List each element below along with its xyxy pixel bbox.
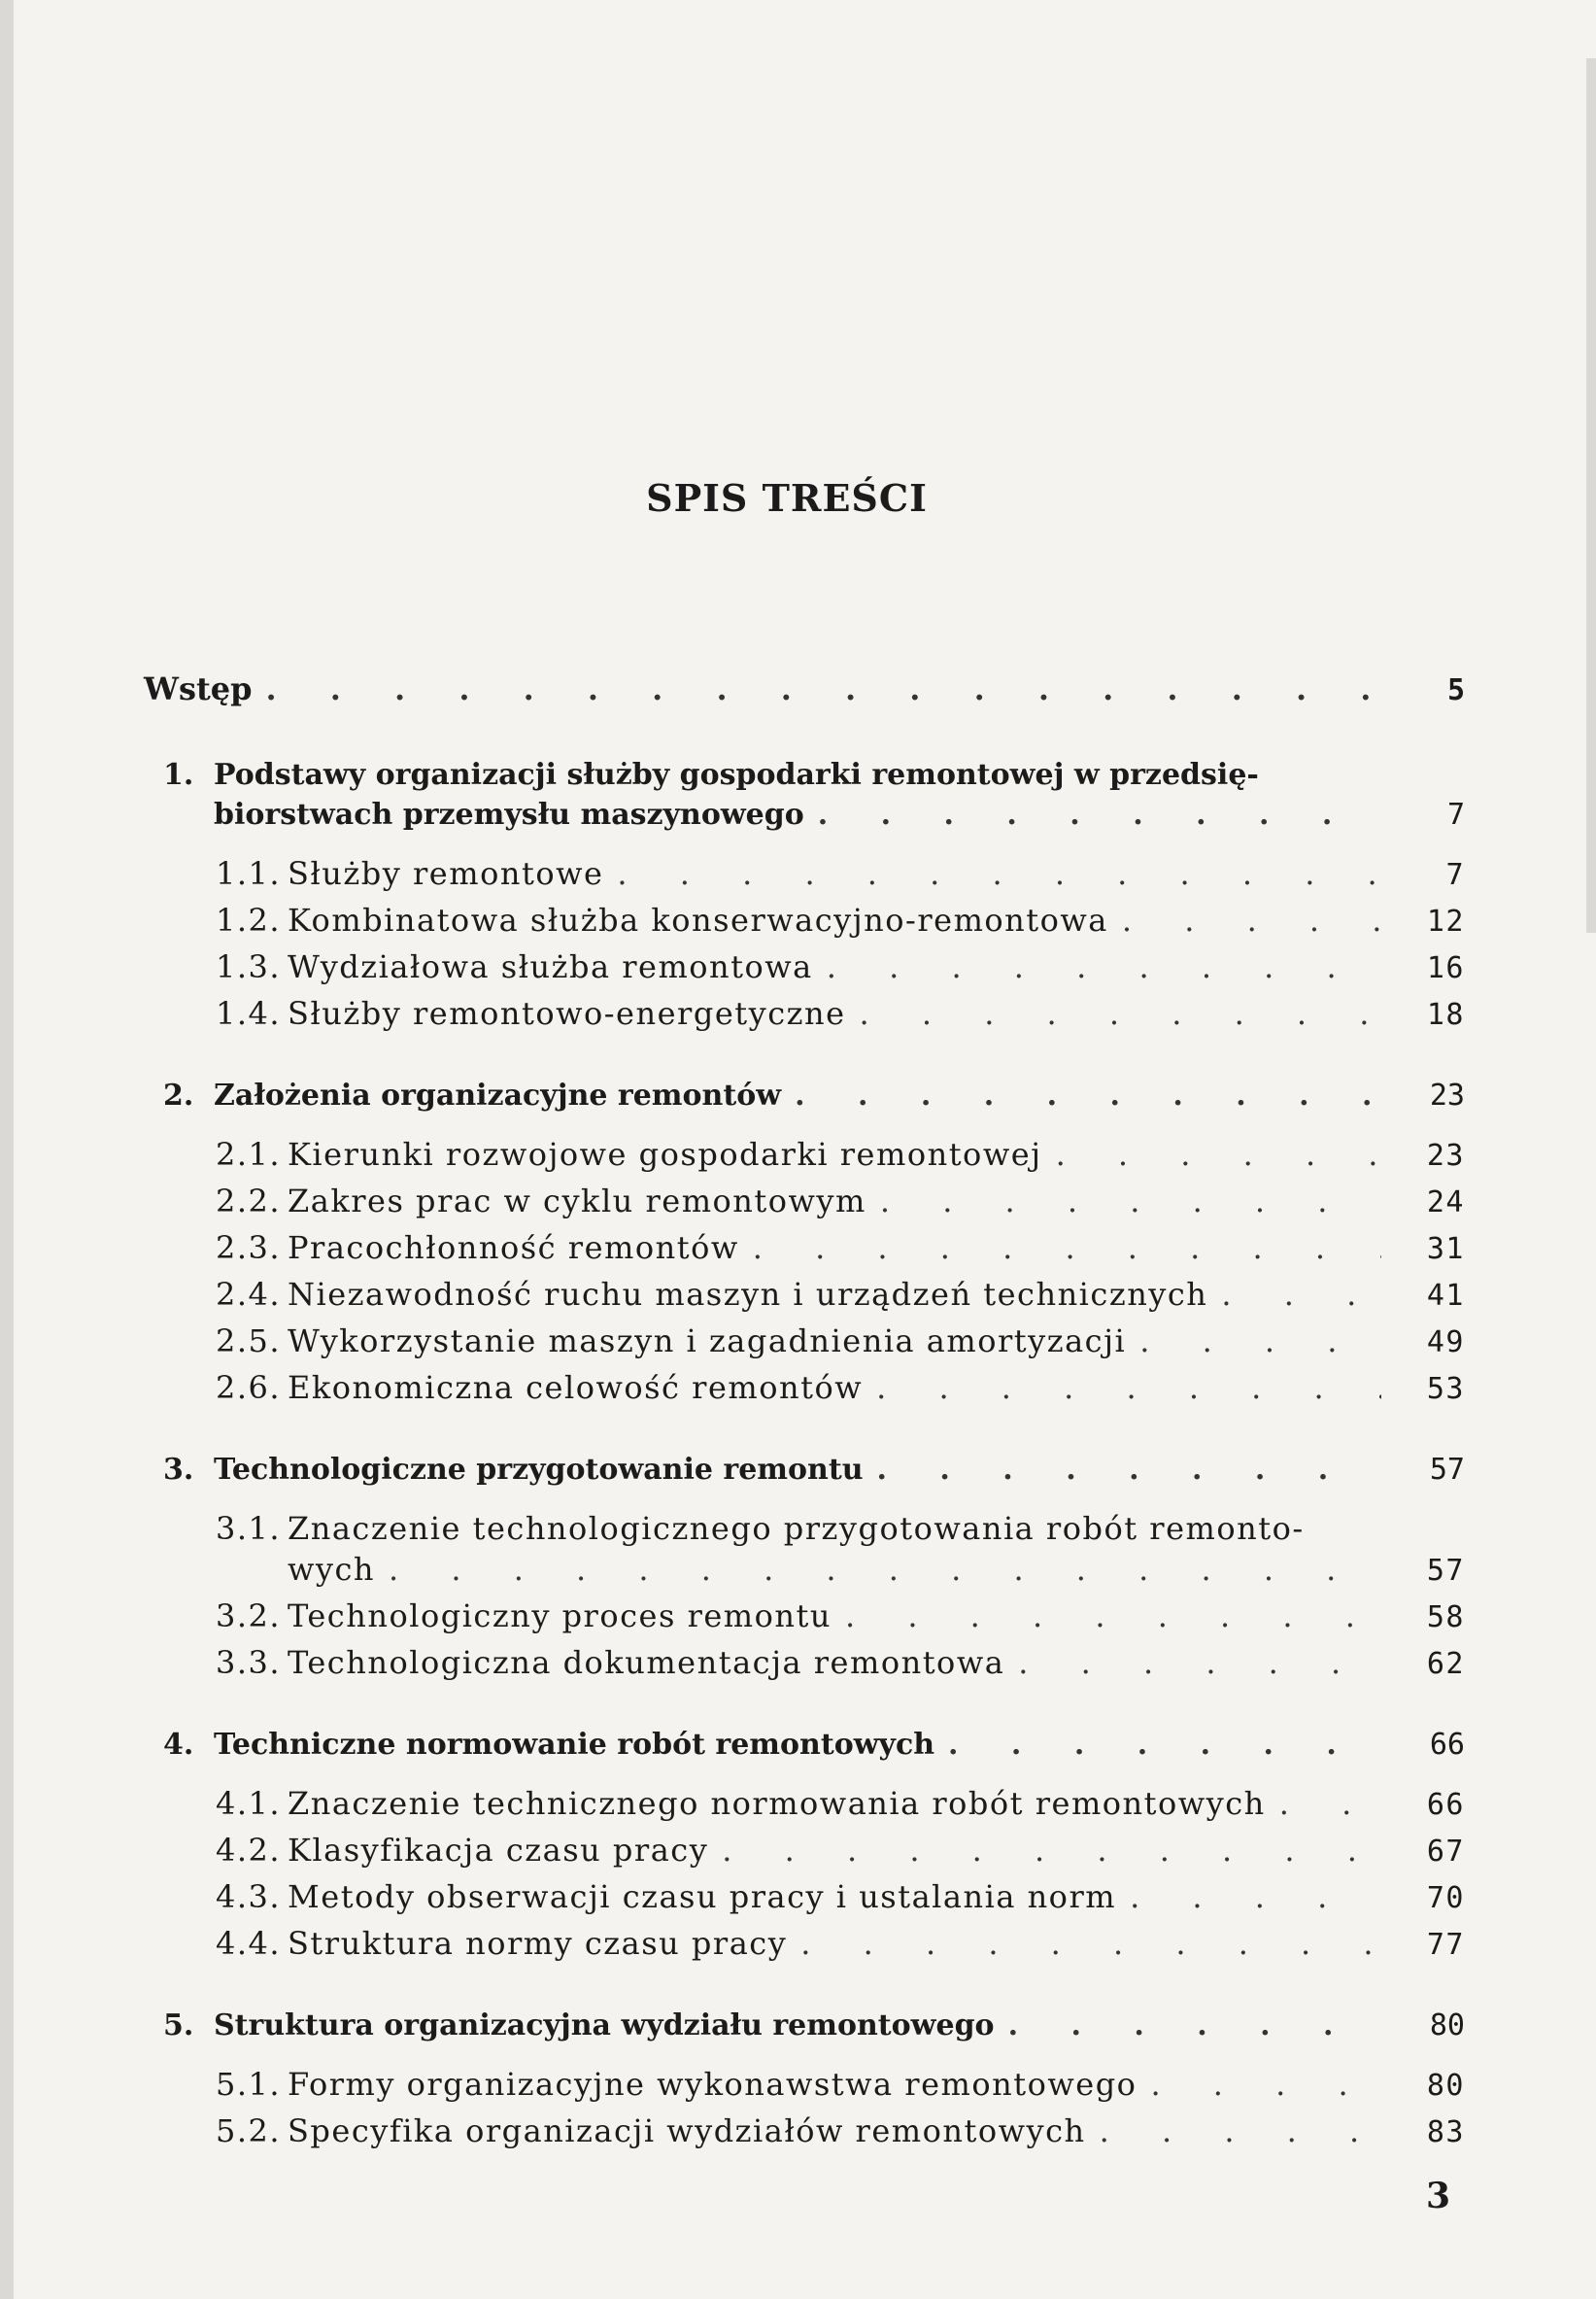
chapter-title-line-2: biorstwach przemysłu maszynowego [214,798,804,832]
leader-dots [753,1229,1381,1266]
toc-page-number: 83 [1426,2115,1465,2149]
toc-page-number: 16 [1426,951,1465,985]
leader-dots [265,670,1381,707]
scan-edge-shadow-right [1586,58,1596,933]
leader-dots [1221,1276,1381,1313]
section-number: 2.2. [216,1183,282,1219]
leader-dots [617,855,1381,892]
leader-dots [722,1832,1381,1869]
section-title: Technologiczna dokumentacja remontowa [288,1644,1005,1681]
toc-page-number: 23 [1429,1079,1465,1113]
section-title: Znaczenie technicznego normowania robót remontowych [288,1785,1266,1822]
chapter-number: 3. [163,1453,194,1487]
chapter-number: 5. [163,2008,194,2042]
section-title: Struktura normy czasu pracy [288,1925,788,1962]
page-number-folio: 3 [1425,2176,1450,2216]
toc-page-number: 18 [1426,998,1465,1032]
leader-dots [1130,1878,1381,1915]
chapter-title: Techniczne normowanie robót remontowych [214,1728,935,1762]
toc-section-2-5[interactable] [216,1322,1465,1359]
section-title: Niezawodność ruchu maszyn i urządzeń technicznych [288,1276,1208,1313]
toc-section-5-2[interactable] [216,2112,1465,2149]
section-number: 2.6. [216,1369,282,1406]
section-title: Służby remontowe [288,855,604,892]
chapter-title: Założenia organizacyjne remontów [214,1079,782,1113]
toc-section-5-1[interactable] [216,2066,1465,2103]
section-title-line-2: wych [288,1551,375,1588]
leader-dots [1056,1136,1381,1173]
leader-dots [1279,1785,1381,1822]
leader-dots [1018,1644,1381,1681]
toc-page-number: 24 [1426,1185,1465,1219]
toc-page-number: 12 [1426,905,1465,939]
leader-dots [948,1728,1381,1762]
leader-dots [845,1597,1381,1634]
chapter-title: Technologiczne przygotowanie remontu [214,1453,864,1487]
leader-dots [1150,2066,1381,2103]
toc-section-1-2[interactable] [216,902,1465,939]
section-number: 4.4. [216,1925,282,1962]
toc-section-2-4[interactable] [216,1276,1465,1313]
leader-dots [1008,2008,1381,2042]
section-number: 2.4. [216,1276,282,1313]
section-title-line-1: Znaczenie technologicznego przygotowania robót remonto- [288,1510,1305,1547]
toc-section-4-3[interactable] [216,1878,1465,1915]
section-title: Technologiczny proces remontu [288,1597,832,1634]
toc-chapter-1-continued[interactable] [214,798,1465,832]
toc-section-4-1[interactable] [216,1785,1465,1822]
toc-page-number: 31 [1426,1232,1465,1266]
section-number: 3.2. [216,1597,282,1634]
leader-dots [1139,1322,1381,1359]
section-number: 3.3. [216,1644,282,1681]
section-number: 1.4. [216,995,282,1032]
toc-page-number: 67 [1426,1835,1465,1869]
section-title: Zakres prac w cyklu remontowym [288,1183,866,1219]
toc-section-2-3[interactable] [216,1229,1465,1266]
toc-chapter-5[interactable] [163,2008,1465,2042]
toc-section-1-4[interactable] [216,995,1465,1032]
toc-section-3-1[interactable] [216,1510,1465,1547]
section-title: Formy organizacyjne wykonawstwa remontowego [288,2066,1138,2103]
toc-chapter-2[interactable] [163,1079,1465,1113]
leader-dots [880,1183,1381,1219]
section-number: 5.1. [216,2066,282,2103]
toc-page-number: 77 [1426,1928,1465,1962]
toc-page-number: 5 [1446,673,1465,707]
section-title: Służby remontowo-energetyczne [288,995,846,1032]
section-number: 2.3. [216,1229,282,1266]
toc-page-number: 66 [1426,1788,1465,1822]
toc-chapter-4[interactable] [163,1728,1465,1762]
leader-dots [827,948,1381,985]
toc-section-3-1-continued[interactable] [288,1551,1465,1588]
toc-chapter-1[interactable] [163,758,1465,792]
toc-page-number: 80 [1429,2008,1465,2042]
toc-section-1-3[interactable] [216,948,1465,985]
section-number: 1.3. [216,948,282,985]
toc-page-number: 57 [1429,1453,1465,1487]
leader-dots [795,1079,1381,1113]
section-number: 4.3. [216,1878,282,1915]
toc-section-4-2[interactable] [216,1832,1465,1869]
leader-dots [877,1453,1381,1487]
toc-label: Wstęp [144,670,253,707]
scan-edge-shadow [0,0,14,2299]
toc-page-number: 58 [1426,1600,1465,1634]
toc-page-number: 80 [1426,2069,1465,2103]
section-number: 4.1. [216,1785,282,1822]
chapter-number: 1. [163,758,194,792]
leader-dots [389,1551,1381,1588]
section-number: 4.2. [216,1832,282,1869]
toc-section-2-1[interactable] [216,1136,1465,1173]
toc-page-number: 57 [1426,1554,1465,1588]
toc-chapter-3[interactable] [163,1453,1465,1487]
toc-page-number: 70 [1426,1881,1465,1915]
toc-page-number: 7 [1446,798,1465,832]
toc-page-number: 49 [1426,1325,1465,1359]
section-title: Kierunki rozwojowe gospodarki remontowej [288,1136,1042,1173]
toc-section-3-3[interactable] [216,1644,1465,1681]
table-of-contents [144,670,1465,2149]
toc-section-4-4[interactable] [216,1925,1465,1962]
section-title: Specyfika organizacji wydziałów remontowych [288,2112,1086,2149]
toc-section-3-2[interactable] [216,1597,1465,1634]
section-number: 5.2. [216,2112,282,2149]
section-title: Metody obserwacji czasu pracy i ustalania norm [288,1878,1117,1915]
section-title: Pracochłonność remontów [288,1229,739,1266]
section-number: 2.1. [216,1136,282,1173]
toc-page-number: 66 [1429,1728,1465,1762]
toc-page-number: 23 [1426,1139,1465,1173]
leader-dots [800,1925,1381,1962]
chapter-title: Struktura organizacyjna wydziału remontowego [214,2008,995,2042]
section-title: Wydziałowa służba remontowa [288,948,813,985]
toc-section-2-6[interactable] [216,1369,1465,1406]
leader-dots [1100,2112,1381,2149]
section-number: 2.5. [216,1322,282,1359]
leader-dots [876,1369,1381,1406]
section-number: 1.1. [216,855,282,892]
section-number: 1.2. [216,902,282,939]
section-title: Wykorzystanie maszyn i zagadnienia amortyzacji [288,1322,1127,1359]
section-number: 3.1. [216,1510,282,1547]
section-title: Kombinatowa służba konserwacyjno-remontowa [288,902,1108,939]
leader-dots [860,995,1381,1032]
toc-page-number: 62 [1426,1647,1465,1681]
leader-dots [818,798,1381,832]
toc-page-number: 7 [1445,858,1465,892]
section-title: Klasyfikacja czasu pracy [288,1832,709,1869]
toc-entry-intro[interactable] [144,670,1465,707]
leader-dots [1122,902,1381,939]
chapter-number: 4. [163,1728,194,1762]
toc-page-number: 41 [1426,1279,1465,1313]
chapter-number: 2. [163,1079,194,1113]
page-title: SPIS TREŚCI [646,476,928,520]
toc-section-2-2[interactable] [216,1183,1465,1219]
toc-page-number: 53 [1426,1372,1465,1406]
section-title: Ekonomiczna celowość remontów [288,1369,864,1406]
toc-section-1-1[interactable] [216,855,1465,892]
chapter-title-line-1: Podstawy organizacji służby gospodarki remontowej w przedsię- [214,758,1259,792]
